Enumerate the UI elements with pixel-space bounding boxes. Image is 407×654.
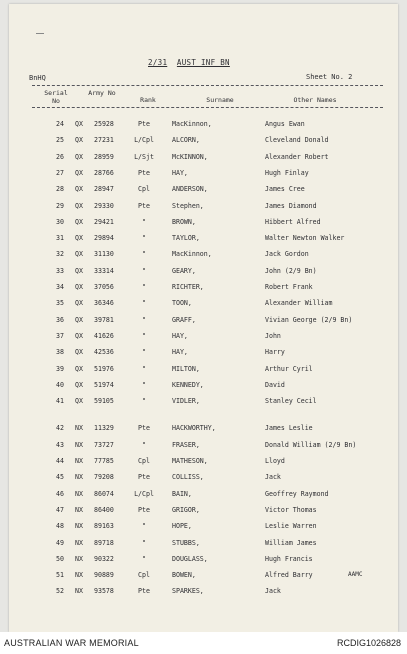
cell-state: QX — [75, 185, 83, 194]
cell-surname: MacKinnon, — [172, 250, 212, 259]
cell-state: NX — [75, 424, 83, 433]
cell-serial: 36 — [56, 315, 64, 324]
cell-other: James Cree — [265, 185, 305, 194]
cell-other: Victor Thomas — [265, 505, 317, 514]
cell-serial: 30 — [56, 217, 64, 226]
table-row — [0, 120, 407, 132]
cell-other: Leslie Warren — [265, 522, 317, 531]
sheet-number: Sheet No. 2 — [306, 73, 353, 81]
table-row — [0, 299, 407, 311]
cell-surname: ALCORN, — [172, 136, 200, 145]
table-row — [0, 424, 407, 436]
cell-other: Robert Frank — [265, 283, 313, 291]
cell-state: QX — [75, 299, 83, 308]
table-row — [0, 202, 407, 214]
cell-serial: 26 — [56, 152, 64, 161]
cell-serial: 38 — [56, 348, 64, 357]
cell-other: Lloyd — [265, 457, 285, 465]
cell-state: NX — [75, 473, 83, 482]
cell-serial: 27 — [56, 168, 64, 177]
cell-rank: " — [142, 538, 146, 547]
cell-surname: MATHESON, — [172, 457, 208, 465]
cell-number: 29421 — [94, 217, 114, 226]
cell-number: 89718 — [94, 538, 114, 547]
table-row — [0, 473, 407, 485]
cell-rank: " — [142, 217, 146, 226]
cell-surname: MILTON, — [172, 364, 200, 373]
cell-surname: KENNEDY, — [172, 380, 204, 389]
cell-state: NX — [75, 554, 83, 563]
cell-rank: Pte — [138, 587, 150, 596]
cell-serial: 29 — [56, 201, 64, 210]
cell-note: AAMC — [348, 571, 363, 579]
cell-surname: TAYLOR, — [172, 234, 200, 243]
cell-other: Alfred Barry — [265, 571, 313, 580]
cell-serial: 50 — [56, 554, 64, 563]
cell-serial: 45 — [56, 473, 64, 482]
cell-other: Jack — [265, 587, 281, 596]
cell-number: 11329 — [94, 424, 114, 433]
cell-number: 28947 — [94, 185, 114, 194]
cell-other: Alexander Robert — [265, 152, 329, 161]
table-row — [0, 587, 407, 599]
cell-surname: SPARKES, — [172, 587, 204, 596]
cell-surname: COLLISS, — [172, 473, 204, 482]
cell-other: John (2/9 Bn) — [265, 266, 317, 275]
cell-number: 28959 — [94, 152, 114, 161]
cell-state: NX — [75, 489, 83, 498]
table-row — [0, 490, 407, 502]
table-row — [0, 506, 407, 518]
cell-surname: DOUGLASS, — [172, 554, 208, 563]
cell-rank: Cpl — [138, 571, 150, 580]
cell-serial: 43 — [56, 440, 64, 449]
table-row — [0, 218, 407, 230]
cell-number: 51976 — [94, 364, 114, 373]
rank-header: Rank — [140, 96, 156, 104]
cell-rank: " — [142, 299, 146, 308]
cell-state: NX — [75, 440, 83, 449]
cell-other: James Leslie — [265, 424, 313, 433]
cell-state: QX — [75, 152, 83, 161]
table-row — [0, 571, 407, 583]
archive-reference: RCDIG1026828 — [336, 638, 401, 648]
cell-number: 86400 — [94, 505, 114, 514]
cell-rank: Pte — [138, 201, 150, 210]
cell-surname: GEARY, — [172, 266, 196, 275]
cell-state: QX — [75, 234, 83, 243]
cell-state: QX — [75, 331, 83, 340]
cell-state: QX — [75, 315, 83, 324]
cell-rank: " — [142, 364, 146, 373]
battalion-number: 2/31 — [148, 58, 168, 67]
cell-number: 25928 — [94, 120, 114, 128]
cell-state: QX — [75, 136, 83, 145]
cell-rank: " — [142, 380, 146, 389]
cell-state: QX — [75, 120, 83, 128]
pencil-mark — [36, 33, 44, 34]
cell-state: NX — [75, 522, 83, 531]
cell-rank: " — [142, 234, 146, 243]
cell-number: 42536 — [94, 348, 114, 357]
table-row — [0, 153, 407, 165]
cell-surname: STUBBS, — [172, 538, 200, 547]
cell-number: 51974 — [94, 380, 114, 389]
cell-state: QX — [75, 283, 83, 291]
cell-rank: Pte — [138, 505, 150, 514]
cell-number: 41626 — [94, 331, 114, 340]
cell-state: QX — [75, 266, 83, 275]
cell-rank: Pte — [138, 120, 150, 128]
cell-surname: BAIN, — [172, 489, 192, 498]
archive-name: AUSTRALIAN WAR MEMORIAL — [4, 638, 139, 648]
table-row — [0, 267, 407, 279]
cell-other: Angus Ewan — [265, 120, 305, 128]
cell-rank: Cpl — [138, 185, 150, 194]
cell-serial: 28 — [56, 185, 64, 194]
cell-rank: Pte — [138, 168, 150, 177]
cell-other: William James — [265, 538, 317, 547]
cell-rank: " — [142, 397, 146, 406]
cell-other: Arthur Cyril — [265, 364, 313, 373]
cell-state: NX — [75, 538, 83, 547]
cell-rank: " — [142, 348, 146, 357]
cell-other: Geoffrey Raymond — [265, 489, 329, 498]
cell-number: 39781 — [94, 315, 114, 324]
cell-other: Hugh Finlay — [265, 168, 309, 177]
header-rule-top — [32, 85, 383, 86]
cell-rank: Cpl — [138, 457, 150, 465]
table-row — [0, 316, 407, 328]
cell-serial: 41 — [56, 397, 64, 406]
archive-footer — [0, 632, 407, 654]
cell-rank: L/Sjt — [134, 152, 154, 161]
cell-other: Donald William (2/9 Bn) — [265, 440, 357, 449]
cell-rank: Pte — [138, 424, 150, 433]
table-row — [0, 283, 407, 295]
cell-serial: 33 — [56, 266, 64, 275]
army-number-header: Army No — [88, 89, 116, 97]
cell-surname: TOON, — [172, 299, 192, 308]
table-row — [0, 136, 407, 148]
cell-surname: Stephen, — [172, 201, 204, 210]
cell-rank: " — [142, 315, 146, 324]
cell-number: 59105 — [94, 397, 114, 406]
cell-number: 31130 — [94, 250, 114, 259]
cell-state: QX — [75, 250, 83, 259]
cell-surname: GRIGOR, — [172, 505, 200, 514]
serial-header: Serial No — [44, 89, 68, 105]
cell-rank: " — [142, 331, 146, 340]
cell-rank: " — [142, 266, 146, 275]
table-row — [0, 169, 407, 181]
cell-state: NX — [75, 505, 83, 514]
table-row — [0, 348, 407, 360]
cell-state: QX — [75, 168, 83, 177]
cell-surname: HACKWORTHY, — [172, 424, 216, 433]
cell-serial: 32 — [56, 250, 64, 259]
cell-rank: L/Cpl — [134, 136, 154, 145]
cell-serial: 42 — [56, 424, 64, 433]
cell-serial: 37 — [56, 331, 64, 340]
cell-number: 33314 — [94, 266, 114, 275]
cell-number: 28766 — [94, 168, 114, 177]
table-row — [0, 250, 407, 262]
battalion-name: AUST INF BN — [176, 58, 230, 67]
cell-surname: RICHTER, — [172, 283, 204, 291]
unit-label: BnHQ — [29, 74, 46, 82]
cell-state: QX — [75, 201, 83, 210]
cell-number: 73727 — [94, 440, 114, 449]
cell-surname: MacKinnon, — [172, 120, 212, 128]
cell-surname: HAY, — [172, 348, 188, 357]
cell-state: QX — [75, 380, 83, 389]
cell-number: 90889 — [94, 571, 114, 580]
cell-serial: 31 — [56, 234, 64, 243]
table-row — [0, 234, 407, 246]
cell-surname: GRAFF, — [172, 315, 196, 324]
cell-rank: Pte — [138, 473, 150, 482]
cell-serial: 46 — [56, 489, 64, 498]
cell-number: 27231 — [94, 136, 114, 145]
cell-other: Stanley Cecil — [265, 397, 317, 406]
cell-serial: 24 — [56, 120, 64, 128]
cell-serial: 25 — [56, 136, 64, 145]
cell-rank: " — [142, 522, 146, 531]
table-row — [0, 539, 407, 551]
surname-header: Surname — [206, 96, 234, 104]
cell-number: 86074 — [94, 489, 114, 498]
cell-other: John — [265, 331, 281, 340]
cell-other: Jack — [265, 473, 281, 482]
table-row — [0, 365, 407, 377]
cell-other: Jack Gordon — [265, 250, 309, 259]
cell-other: Hugh Francis — [265, 554, 313, 563]
cell-serial: 52 — [56, 587, 64, 596]
cell-serial: 39 — [56, 364, 64, 373]
cell-state: NX — [75, 457, 83, 465]
cell-number: 29894 — [94, 234, 114, 243]
cell-other: Alexander William — [265, 299, 333, 308]
cell-state: NX — [75, 587, 83, 596]
cell-serial: 40 — [56, 380, 64, 389]
cell-state: QX — [75, 348, 83, 357]
table-row — [0, 441, 407, 453]
cell-serial: 49 — [56, 538, 64, 547]
header-rule-bottom — [32, 107, 383, 108]
cell-number: 89163 — [94, 522, 114, 531]
cell-surname: FRASER, — [172, 440, 200, 449]
cell-serial: 35 — [56, 299, 64, 308]
cell-rank: " — [142, 440, 146, 449]
cell-other: Cleveland Donald — [265, 136, 329, 145]
table-row — [0, 522, 407, 534]
cell-other: David — [265, 380, 285, 389]
cell-state: NX — [75, 571, 83, 580]
cell-state: QX — [75, 364, 83, 373]
table-row — [0, 185, 407, 197]
cell-number: 90322 — [94, 554, 114, 563]
cell-other: Harry — [265, 348, 285, 357]
cell-number: 77785 — [94, 457, 114, 465]
cell-serial: 44 — [56, 457, 64, 465]
cell-serial: 34 — [56, 283, 64, 291]
cell-surname: HAY, — [172, 331, 188, 340]
cell-serial: 47 — [56, 505, 64, 514]
cell-surname: ANDERSON, — [172, 185, 208, 194]
document-title — [148, 58, 230, 67]
cell-surname: HOPE, — [172, 522, 192, 531]
cell-rank: L/Cpl — [134, 489, 154, 498]
table-row — [0, 457, 407, 469]
cell-state: QX — [75, 217, 83, 226]
cell-surname: BROWN, — [172, 217, 196, 226]
cell-surname: BOWEN, — [172, 571, 196, 580]
cell-rank: " — [142, 283, 146, 291]
table-row — [0, 381, 407, 393]
table-row — [0, 397, 407, 409]
cell-other: Walter Newton Walker — [265, 234, 345, 243]
cell-number: 79208 — [94, 473, 114, 482]
cell-number: 36346 — [94, 299, 114, 308]
cell-other: James Diamond — [265, 201, 317, 210]
cell-surname: VIDLER, — [172, 397, 200, 406]
cell-serial: 51 — [56, 571, 64, 580]
cell-rank: " — [142, 250, 146, 259]
cell-state: QX — [75, 397, 83, 406]
cell-serial: 48 — [56, 522, 64, 531]
cell-surname: HAY, — [172, 168, 188, 177]
cell-number: 29330 — [94, 201, 114, 210]
cell-other: Hibbert Alfred — [265, 217, 321, 226]
other-names-header: Other Names — [293, 96, 337, 104]
cell-other: Vivian George (2/9 Bn) — [265, 315, 353, 324]
table-row — [0, 332, 407, 344]
cell-number: 93578 — [94, 587, 114, 596]
table-row — [0, 555, 407, 567]
cell-rank: " — [142, 554, 146, 563]
cell-surname: McKINNON, — [172, 152, 208, 161]
cell-number: 37056 — [94, 283, 114, 291]
